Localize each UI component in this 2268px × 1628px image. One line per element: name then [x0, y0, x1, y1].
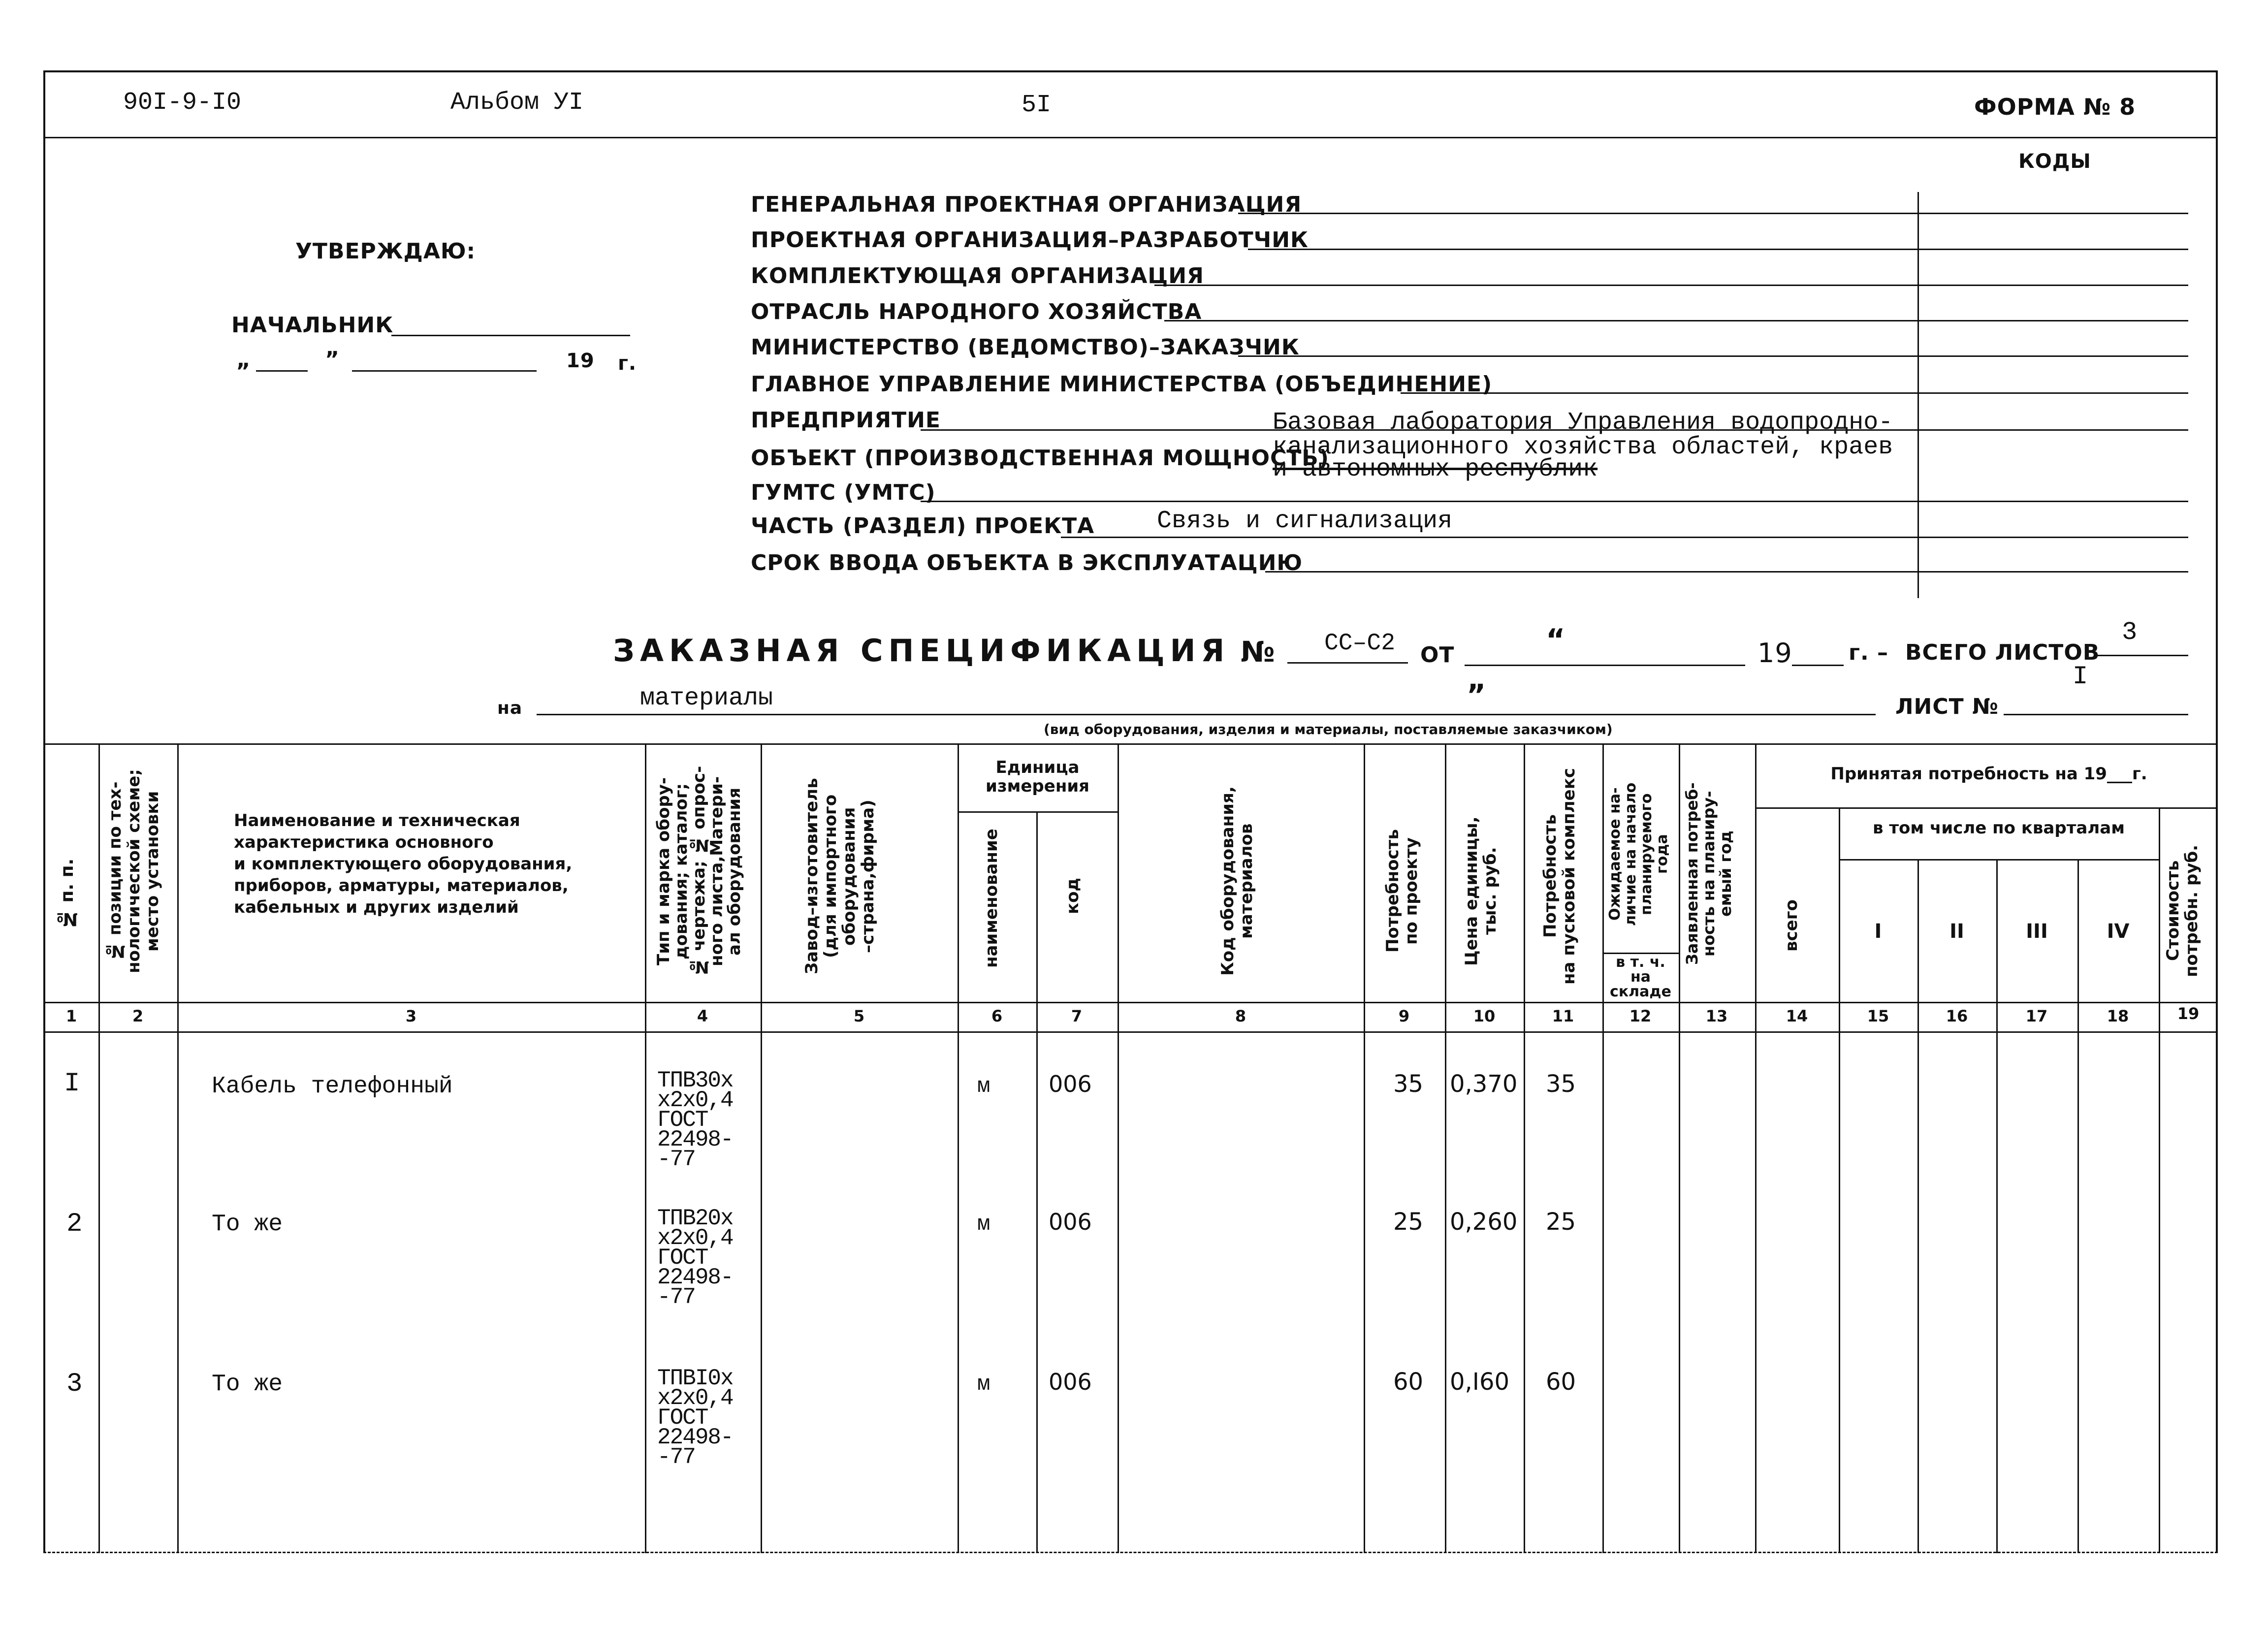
- col-header-position: № позиции по тех- нологической схеме; место установки: [105, 769, 162, 974]
- row-item-type: ТПВ30х х2х0,4 ГОСТ 22498- -77: [657, 1068, 733, 1172]
- accepted-group-line: [1755, 807, 2218, 809]
- col-number-8: 8: [1235, 1007, 1246, 1025]
- general-design-org-line: [1238, 213, 2188, 214]
- row-number: 2: [66, 1209, 83, 1239]
- spec-year-line: [1792, 665, 1844, 666]
- col-number-19: 19: [2177, 1004, 2200, 1023]
- codes-label: КОДЫ: [2018, 150, 2091, 173]
- col-line-15: [1917, 859, 1919, 1553]
- table-top-line: [43, 743, 2218, 745]
- col-line-6: [1036, 811, 1038, 1553]
- object-capacity-label: ОБЪЕКТ (ПРОИЗВОДСТВЕННАЯ МОЩНОСТЬ): [751, 446, 1329, 471]
- col-line-2: [177, 743, 179, 1553]
- row-item-name: То же: [212, 1211, 283, 1238]
- document-code: 90I-9-I0: [123, 89, 242, 117]
- col-header-unit-price: Цена единицы, тыс. руб.: [1462, 816, 1500, 966]
- row-number: 3: [66, 1369, 83, 1399]
- spec-on-line: [537, 714, 1876, 715]
- col-header-expected: Ожидаемое на- личие на начало планируемого года: [1606, 782, 1671, 926]
- gumts-line: [921, 501, 2188, 502]
- col-header-quarters: в том числе по кварталам: [1872, 818, 2125, 838]
- col-line-11: [1602, 743, 1604, 1553]
- col-number-17: 17: [2025, 1007, 2048, 1025]
- spec-subnote: (вид оборудования, изделия и материалы, поставляемые заказчиком): [1044, 721, 1613, 737]
- spec-number-label: №: [1241, 635, 1276, 669]
- col-header-manufacturer: Завод–изготовитель (для импортного оборудования –страна,фирма): [802, 778, 878, 975]
- date-close-quote: ”: [325, 347, 340, 372]
- col-number-1: 1: [65, 1007, 77, 1025]
- row-project-need: 35: [1393, 1070, 1424, 1098]
- col-line-5: [958, 743, 959, 1553]
- col-line-9: [1445, 743, 1446, 1553]
- row-unit-code: 006: [1049, 1071, 1092, 1097]
- enterprise-value: Базовая лаборатория Управления водопродно-: [1273, 409, 1893, 437]
- col-line-4: [761, 743, 762, 1553]
- row-item-type: ТПВI0х х2х0,4 ГОСТ 22498- -77: [657, 1366, 733, 1470]
- col-line-10: [1524, 743, 1525, 1553]
- spec-title: ЗАКАЗНАЯ СПЕЦИФИКАЦИЯ: [613, 633, 1230, 669]
- col-line-18: [2159, 807, 2160, 1553]
- row-unit-code: 006: [1049, 1209, 1092, 1235]
- col-line-3: [645, 743, 646, 1553]
- enterprise-label: ПРЕДПРИЯТИЕ: [751, 408, 941, 433]
- row-unit-price: 0,370: [1450, 1070, 1518, 1098]
- object-capacity-value: канализационного хозяйства областей, краев: [1273, 433, 1893, 461]
- date-open-quote: „: [236, 347, 251, 372]
- sheet-number-line: [2004, 714, 2188, 715]
- ministry-customer-label: МИНИСТЕРСТВО (ВЕДОМСТВО)–ЗАКАЗЧИК: [751, 335, 1300, 360]
- col-number-13: 13: [1705, 1007, 1728, 1025]
- ministry-main-dept-line: [1401, 392, 2188, 394]
- col-number-10: 10: [1473, 1007, 1496, 1025]
- row-unit: м: [977, 1372, 990, 1397]
- row-launch-need: 35: [1546, 1070, 1576, 1098]
- row-unit-price: 0,260: [1450, 1208, 1518, 1236]
- ministry-customer-line: [1238, 355, 2188, 357]
- spec-from-label: ОТ: [1420, 642, 1455, 668]
- row-item-type: ТПВ20х х2х0,4 ГОСТ 22498- -77: [657, 1206, 733, 1310]
- general-design-org-label: ГЕНЕРАЛЬНАЯ ПРОЕКТНАЯ ОРГАНИЗАЦИЯ: [751, 192, 1302, 217]
- col-header-q2: II: [1949, 920, 1964, 943]
- col-header-declared: Заявленная потреб- ность на планиру- емый год: [1683, 782, 1735, 965]
- row-project-need: 60: [1393, 1368, 1424, 1396]
- total-sheets-value: 3: [2122, 618, 2138, 647]
- approval-year-suffix: г.: [618, 352, 637, 375]
- col-number-11: 11: [1552, 1007, 1574, 1025]
- design-developer-org-label: ПРОЕКТНАЯ ОРГАНИЗАЦИЯ–РАЗРАБОТЧИК: [751, 227, 1309, 253]
- gumts-label: ГУМТС (УМТС): [751, 480, 936, 505]
- row-unit: м: [977, 1074, 990, 1099]
- spec-quote-close: „: [1467, 662, 1487, 697]
- total-sheets-label: ВСЕГО ЛИСТОВ: [1905, 640, 2100, 665]
- col-line-17: [2077, 859, 2079, 1553]
- spec-number: СС–С2: [1324, 630, 1396, 657]
- col-number-9: 9: [1398, 1007, 1410, 1025]
- design-developer-org-line: [1248, 249, 2188, 250]
- date-month-line: [352, 370, 537, 372]
- col-header-q3: III: [2026, 920, 2048, 943]
- col-header-launch-need: Потребность на пусковой комплекс: [1540, 768, 1579, 985]
- page-number: 5I: [1022, 91, 1052, 119]
- project-part-label: ЧАСТЬ (РАЗДЕЛ) ПРОЕКТА: [751, 513, 1095, 539]
- commissioning-date-line: [1265, 571, 2188, 573]
- project-part-value: Связь и сигнализация: [1157, 507, 1453, 535]
- chief-signature-line: [391, 335, 630, 336]
- col-line-8: [1364, 743, 1365, 1553]
- date-day-line: [256, 370, 308, 372]
- col-number-7: 7: [1071, 1007, 1083, 1025]
- row-number: I: [64, 1069, 80, 1099]
- col-header-q4: IV: [2107, 920, 2130, 943]
- col-header-q1: I: [1874, 920, 1882, 943]
- sheet-number-label: ЛИСТ №: [1895, 694, 1999, 719]
- col-header-row-number: № п. п.: [57, 858, 77, 929]
- spec-on-label: на: [497, 698, 523, 718]
- spec-year-suffix: г. –: [1849, 640, 1889, 665]
- supplying-org-label: КОМПЛЕКТУЮЩАЯ ОРГАНИЗАЦИЯ: [751, 263, 1204, 288]
- row-item-name: Кабель телефонный: [212, 1073, 453, 1100]
- spec-quote-open: “: [1546, 623, 1566, 657]
- commissioning-date-label: СРОК ВВОДА ОБЪЕКТА В ЭКСПЛУАТАЦИЮ: [751, 550, 1303, 575]
- header-divider: [43, 137, 2218, 138]
- col-number-4: 4: [697, 1007, 708, 1025]
- col-header-in-stock: в т. ч. на складе: [1610, 954, 1671, 1000]
- chief-label: НАЧАЛЬНИК: [231, 313, 394, 338]
- col-header-accepted: Принятая потребность на 19___г.: [1830, 764, 2147, 784]
- industry-branch-line: [1164, 320, 2188, 321]
- album-label: Альбом УI: [450, 89, 584, 117]
- row-unit-price: 0,I60: [1450, 1368, 1510, 1396]
- col-header-cost: Стоимость потребн. руб.: [2163, 844, 2202, 977]
- column-numbers-bottom-line: [43, 1031, 2218, 1033]
- spec-date-line: [1465, 665, 1745, 666]
- col-number-18: 18: [2107, 1007, 2129, 1025]
- col-number-16: 16: [1946, 1007, 1968, 1025]
- col-header-equipment-code: Код оборудования, материалов: [1218, 786, 1256, 976]
- col-number-12: 12: [1629, 1007, 1652, 1025]
- spec-number-line: [1287, 662, 1408, 664]
- total-sheets-line: [2095, 655, 2188, 656]
- industry-branch-label: ОТРАСЛЬ НАРОДНОГО ХОЗЯЙСТВА: [751, 299, 1202, 324]
- col-header-project-need: Потребность по проекту: [1383, 829, 1421, 953]
- col-header-unit-group: Единица измерения: [986, 758, 1089, 796]
- col-header-unit-name: наименование: [982, 829, 1001, 968]
- approve-label: УТВЕРЖДАЮ:: [295, 239, 476, 264]
- col-number-15: 15: [1867, 1007, 1889, 1025]
- col-header-name: Наименование и техническая характеристика основного и комплектующего оборудования, приборов, арматуры, материалов, кабельных и других изделий: [234, 811, 573, 917]
- col-line-7: [1118, 743, 1119, 1553]
- row-launch-need: 60: [1546, 1368, 1576, 1396]
- quarters-group-line: [1839, 859, 2159, 861]
- col-number-6: 6: [991, 1007, 1003, 1025]
- col-line-1: [98, 743, 100, 1553]
- supplying-org-line: [1154, 285, 2188, 286]
- row-item-name: То же: [212, 1371, 283, 1398]
- spec-year: 19: [1757, 638, 1792, 669]
- col-header-total: всего: [1782, 899, 1801, 952]
- row-unit: м: [977, 1212, 990, 1237]
- col-line-14: [1839, 807, 1840, 1553]
- form-number: ФОРМА № 8: [1974, 94, 2136, 120]
- col-number-5: 5: [853, 1007, 865, 1025]
- col-line-13: [1755, 743, 1757, 1553]
- approval-year: 19: [566, 350, 595, 372]
- table-bottom-line: [43, 1552, 2218, 1553]
- col-line-12: [1679, 743, 1680, 1553]
- column-numbers-top-line: [43, 1002, 2218, 1003]
- project-part-line: [1061, 537, 2188, 538]
- col-header-unit-code: код: [1063, 878, 1083, 914]
- col-line-16: [1996, 859, 1998, 1553]
- row-launch-need: 25: [1546, 1208, 1576, 1236]
- col-header-type: Тип и марка обору- дования; каталог; № чертежа; № опрос- ного листа,Матери- ал оборудования: [654, 766, 744, 977]
- row-unit-code: 006: [1049, 1369, 1092, 1395]
- ministry-main-dept-label: ГЛАВНОЕ УПРАВЛЕНИЕ МИНИСТЕРСТВА (ОБЪЕДИНЕНИЕ): [751, 372, 1493, 397]
- sheet-number-value: I: [2073, 662, 2088, 691]
- spec-on-value: материалы: [640, 684, 773, 712]
- col-number-2: 2: [132, 1007, 144, 1025]
- gumts-value: и автономных республик: [1273, 455, 1598, 483]
- col-number-3: 3: [405, 1007, 417, 1025]
- row-project-need: 25: [1393, 1208, 1424, 1236]
- col-number-14: 14: [1786, 1007, 1808, 1025]
